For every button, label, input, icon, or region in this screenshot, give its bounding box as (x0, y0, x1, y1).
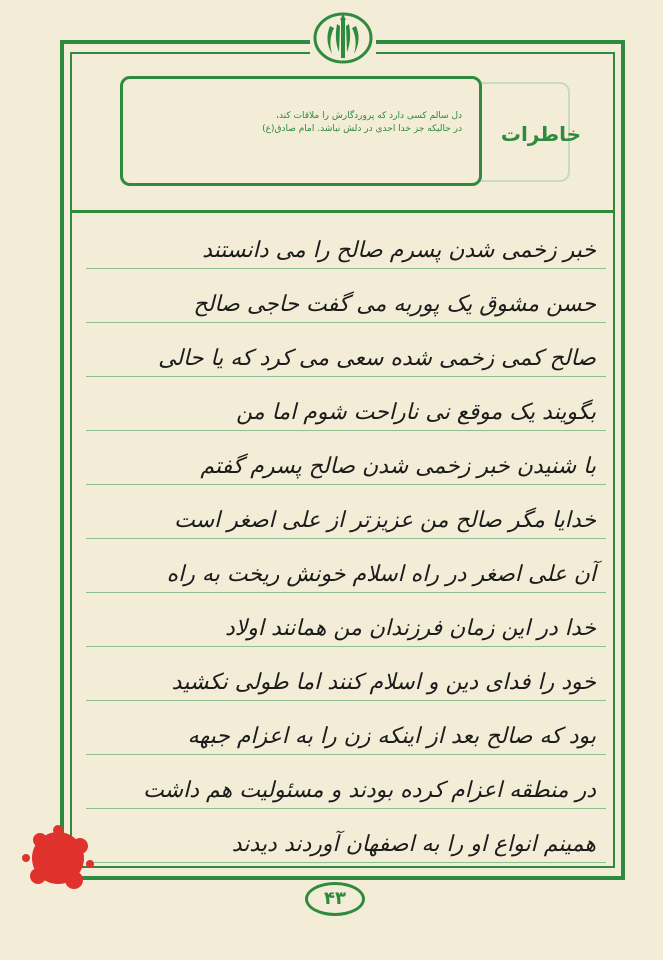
handwritten-line: خبر زخمی شدن پسرم صالح را می دانستند (202, 238, 596, 263)
rule-line (86, 268, 606, 269)
handwritten-line: با شنیدن خبر زخمی شدن صالح پسرم گفتم (200, 454, 596, 479)
rule-line (86, 430, 606, 431)
rule-line (86, 322, 606, 323)
handwritten-line: در منطقه اعزام کرده بودند و مسئولیت هم داشت (143, 778, 596, 803)
quote-line-2: در حالیکه جز خدا احدی در دلش نباشد. امام صادق(ع) (262, 124, 462, 134)
handwritten-line: صالح کمی زخمی شده سعی می کرد که یا حالی (158, 346, 596, 371)
handwritten-line: همینم انواع او را به اصفهان آوردند دیدند (231, 832, 596, 857)
handwritten-line: آن علی اصغر در راه اسلام خونش ریخت به راه (166, 562, 596, 587)
rule-line (86, 376, 606, 377)
handwritten-line: بگویند یک موقع نی ناراحت شوم اما من (236, 400, 596, 425)
section-title: خاطرات (500, 122, 581, 146)
rule-line (86, 754, 606, 755)
rule-line (86, 700, 606, 701)
rule-line (86, 862, 606, 863)
rule-line (86, 592, 606, 593)
handwritten-line: خود را فدای دین و اسلام کنند اما طولی نکشید (171, 670, 596, 695)
page-number: ۴۳ (305, 882, 365, 916)
rule-line (86, 538, 606, 539)
handwritten-line: خدایا مگر صالح من عزیزتر از علی اصغر است (174, 508, 596, 533)
rule-line (86, 646, 606, 647)
handwritten-line: حسن مشوق یک پوربه می گفت حاجی صالح (193, 292, 596, 317)
handwritten-line: بود که صالح بعد از اینکه زن را به اعزام جبهه (187, 724, 596, 749)
ruled-lines (86, 0, 606, 960)
rule-line (86, 808, 606, 809)
rule-line (86, 484, 606, 485)
quote-line-1: دل سالم کسی دارد که پروردگارش را ملاقات کند، (276, 111, 462, 121)
red-stain (14, 810, 104, 900)
handwritten-line: خدا در این زمان فرزندان من همانند اولاد (224, 616, 596, 641)
